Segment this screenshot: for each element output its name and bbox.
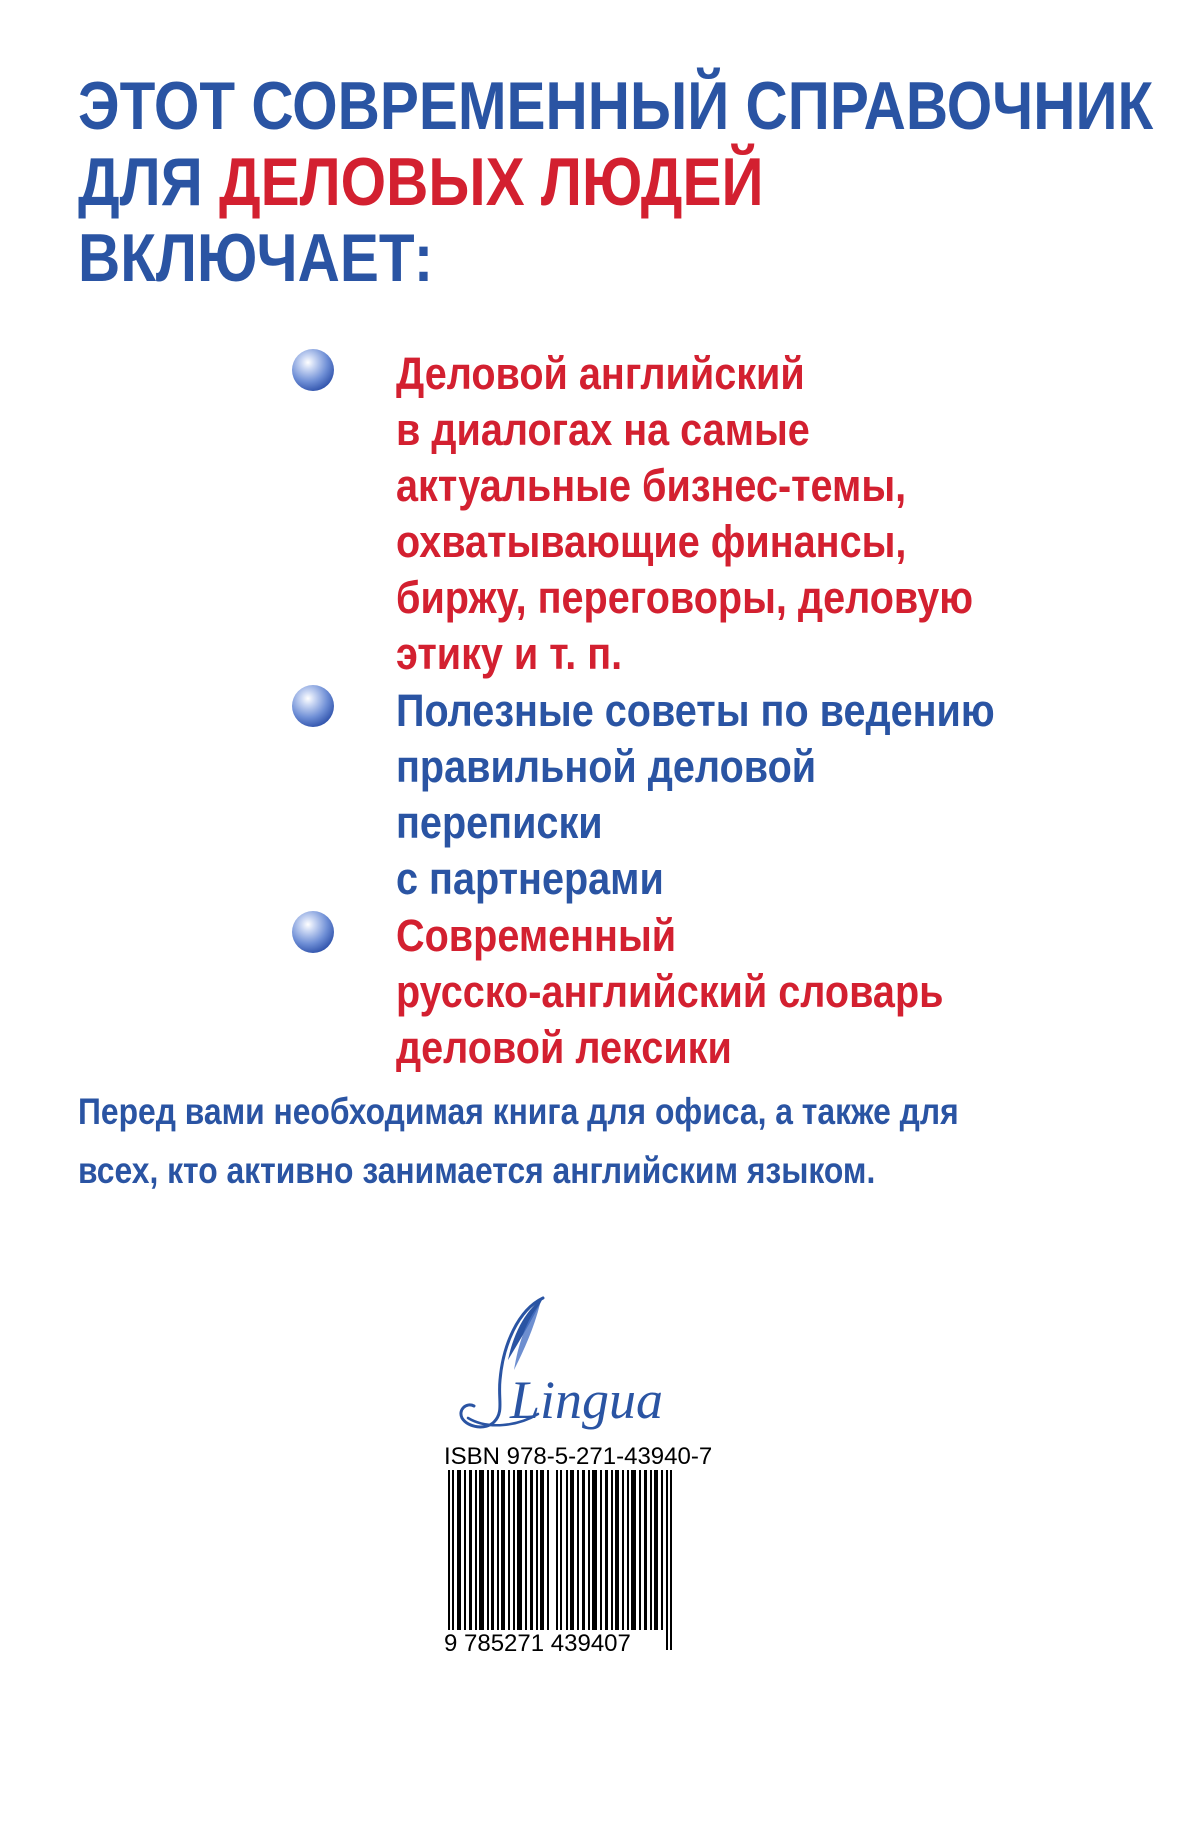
feature-line: охватывающие финансы, bbox=[396, 516, 907, 567]
feature-line: Полезные советы по ведению bbox=[396, 685, 995, 736]
isbn-label: ISBN 978-5-271-43940-7 bbox=[444, 1443, 713, 1470]
feature-line: правильной деловой bbox=[396, 741, 817, 792]
feature-line: Современный bbox=[396, 910, 677, 961]
headline-line-3: ВКЛЮЧАЕТ: bbox=[78, 220, 434, 296]
lingua-logo bbox=[448, 1290, 698, 1440]
bullet-sphere-icon bbox=[292, 911, 334, 953]
headline bbox=[78, 68, 1154, 296]
bullet-sphere-icon bbox=[292, 349, 334, 391]
headline-line-1: ЭТОТ СОВРЕМЕННЫЙ СПРАВОЧНИК bbox=[78, 68, 1154, 144]
barcode-digits: 9 785271 439407 bbox=[444, 1630, 631, 1657]
bullet-sphere-icon bbox=[292, 685, 334, 727]
footer-description bbox=[78, 1082, 959, 1200]
feature-line: этику и т. п. bbox=[396, 628, 623, 679]
headline-line-2 bbox=[78, 144, 981, 220]
headline-line-2-prefix: ДЛЯ bbox=[78, 144, 219, 220]
footer-line-2: всех, кто активно занимается английским языком. bbox=[78, 1150, 876, 1191]
footer-line-1: Перед вами необходимая книга для офиса, а также для bbox=[78, 1091, 959, 1132]
feature-line: русско-английский словарь bbox=[396, 966, 944, 1017]
headline-line-2-highlight: ДЕЛОВЫХ ЛЮДЕЙ bbox=[218, 144, 764, 220]
barcode bbox=[444, 1470, 676, 1650]
feature-line: Деловой английский bbox=[396, 348, 805, 399]
feature-line: актуальные бизнес-темы, bbox=[396, 460, 907, 511]
feature-line: биржу, переговоры, деловую bbox=[396, 572, 974, 623]
feature-item-correspondence-tips bbox=[396, 683, 995, 907]
feature-line: деловой лексики bbox=[396, 1022, 732, 1073]
feature-line: с партнерами bbox=[396, 853, 664, 904]
feature-line: в диалогах на самые bbox=[396, 404, 810, 455]
feature-line: переписки bbox=[396, 797, 603, 848]
feature-item-dictionary bbox=[396, 908, 943, 1076]
feature-item-business-english bbox=[396, 346, 973, 682]
logo-wordmark: Lingua bbox=[510, 1370, 664, 1430]
